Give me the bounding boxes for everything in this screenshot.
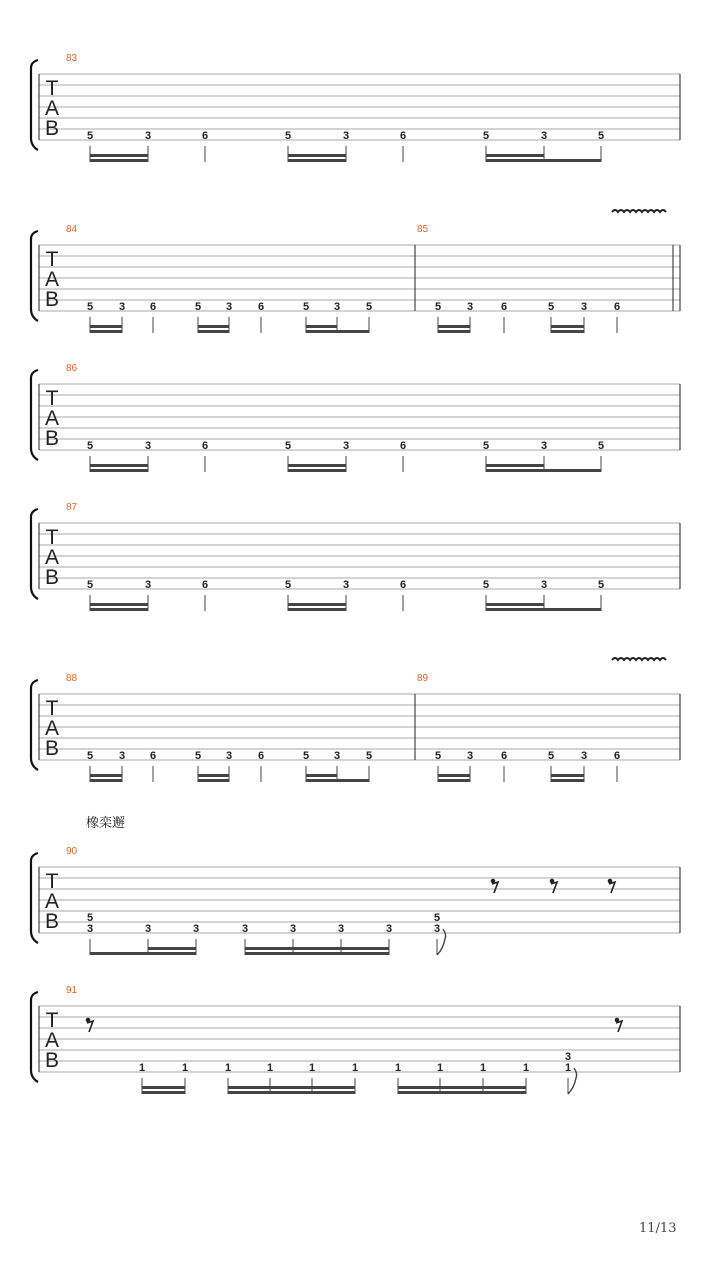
fret-number: 3 (86, 923, 94, 935)
tab-clef-a: A (44, 268, 60, 291)
fret-number: 5 (597, 579, 605, 591)
measure-number: 87 (66, 502, 78, 513)
beam (90, 154, 148, 157)
rest-stroke (87, 1021, 93, 1032)
beam (198, 330, 229, 333)
system-bracket (31, 60, 38, 150)
fret-number: 5 (194, 301, 202, 313)
tab-clef-a: A (44, 407, 60, 430)
beam (198, 325, 229, 328)
fret-number: 3 (192, 923, 200, 935)
tab-clef-a: A (44, 717, 60, 740)
beam (288, 603, 346, 606)
fret-number: 1 (224, 1062, 232, 1074)
fret-number: 3 (540, 440, 548, 452)
fret-number: 6 (201, 130, 209, 142)
fret-number: 3 (342, 579, 350, 591)
fret-number: 5 (284, 130, 292, 142)
fret-number: 5 (284, 579, 292, 591)
beam (486, 159, 601, 162)
beam (306, 779, 369, 782)
fret-number: 3 (342, 440, 350, 452)
beam (90, 159, 148, 162)
fret-number: 5 (86, 912, 94, 924)
fret-number: 6 (201, 579, 209, 591)
tab-clef-b: B (44, 117, 60, 140)
tab-clef-b: B (44, 427, 60, 450)
fret-number: 3 (342, 130, 350, 142)
fret-number: 5 (86, 750, 94, 762)
measure-number: 91 (66, 985, 78, 996)
fret-number: 5 (194, 750, 202, 762)
tab-clef-b: B (44, 910, 60, 933)
beam (551, 779, 584, 782)
beam (245, 952, 389, 955)
beam (245, 947, 389, 950)
fret-number: 3 (118, 750, 126, 762)
fret-number: 5 (302, 750, 310, 762)
fret-number: 1 (308, 1062, 316, 1074)
fret-number: 3 (580, 301, 588, 313)
fret-number: 6 (257, 301, 265, 313)
fret-number: 5 (365, 301, 373, 313)
fret-number: 6 (399, 579, 407, 591)
fret-number: 6 (399, 440, 407, 452)
fret-number: 6 (149, 301, 157, 313)
beam (438, 330, 470, 333)
fret-number: 1 (479, 1062, 487, 1074)
vibrato-mark (612, 210, 666, 212)
fret-number: 5 (365, 750, 373, 762)
fret-number: 5 (302, 301, 310, 313)
system-6 (31, 846, 680, 955)
beam (486, 469, 601, 472)
beam (288, 154, 346, 157)
rest-stroke (609, 882, 615, 893)
system-2 (31, 210, 680, 333)
fret-number: 3 (466, 750, 474, 762)
system-bracket (31, 992, 38, 1082)
fret-number: 3 (540, 130, 548, 142)
tab-clef-b: B (44, 566, 60, 589)
fret-number: 5 (86, 301, 94, 313)
beam (306, 325, 337, 328)
fret-number: 1 (351, 1062, 359, 1074)
tab-clef-a: A (44, 1029, 60, 1052)
beam (486, 154, 544, 157)
system-5 (31, 658, 680, 782)
beam (306, 330, 369, 333)
tab-clef-b: B (44, 288, 60, 311)
beam (198, 774, 229, 777)
beam (90, 325, 122, 328)
beam (551, 330, 584, 333)
beam (288, 608, 346, 611)
fret-number: 5 (482, 130, 490, 142)
fret-number: 3 (580, 750, 588, 762)
measure-number: 83 (66, 53, 78, 64)
fret-number: 3 (225, 301, 233, 313)
fret-number: 6 (500, 750, 508, 762)
fret-number: 3 (241, 923, 249, 935)
fret-number: 3 (118, 301, 126, 313)
fret-number: 6 (500, 301, 508, 313)
tab-clef-b: B (44, 737, 60, 760)
beam (228, 1091, 355, 1094)
measure-number: 88 (66, 673, 78, 684)
beam (551, 325, 584, 328)
tab-clef-a: A (44, 97, 60, 120)
fret-number: 3 (144, 579, 152, 591)
fret-number: 6 (149, 750, 157, 762)
beam (148, 947, 196, 950)
beam (398, 1091, 526, 1094)
fret-number: 1 (181, 1062, 189, 1074)
fret-number: 5 (434, 750, 442, 762)
beam (438, 774, 470, 777)
fret-number: 6 (613, 301, 621, 313)
fret-number: 1 (436, 1062, 444, 1074)
beam (90, 774, 122, 777)
eighth-rest (615, 1018, 622, 1032)
tab-clef-t: T (45, 387, 59, 410)
tab-clef-b: B (44, 1049, 60, 1072)
system-bracket (31, 853, 38, 943)
tab-clef-t: T (45, 526, 59, 549)
fret-number: 1 (522, 1062, 530, 1074)
fret-number: 3 (144, 440, 152, 452)
fret-number: 3 (564, 1051, 572, 1063)
fret-number: 1 (138, 1062, 146, 1074)
beam (90, 779, 122, 782)
tab-clef-a: A (44, 890, 60, 913)
measure-number: 90 (66, 846, 78, 857)
fret-number: 5 (86, 130, 94, 142)
beam (288, 159, 346, 162)
eighth-rest (86, 1018, 93, 1032)
tab-clef-t: T (45, 1009, 59, 1032)
section-annotation: 橡栾邂 (86, 816, 126, 831)
fret-number: 1 (564, 1062, 572, 1074)
fret-number: 3 (225, 750, 233, 762)
beam (486, 603, 544, 606)
fret-number: 3 (333, 301, 341, 313)
fret-number: 5 (547, 301, 555, 313)
beam (90, 330, 122, 333)
beam (90, 603, 148, 606)
system-bracket (31, 509, 38, 599)
beam (288, 469, 346, 472)
beam (90, 952, 196, 955)
fret-number: 5 (482, 579, 490, 591)
beam (438, 325, 470, 328)
fret-number: 5 (597, 440, 605, 452)
page-number: 11/13 (639, 1221, 677, 1236)
fret-number: 3 (385, 923, 393, 935)
fret-number: 5 (433, 912, 441, 924)
fret-number: 1 (394, 1062, 402, 1074)
system-7 (31, 985, 680, 1094)
eighth-rest (608, 879, 615, 893)
system-1 (31, 53, 680, 162)
beam (142, 1091, 185, 1094)
fret-number: 5 (86, 579, 94, 591)
fret-number: 3 (333, 750, 341, 762)
fret-number: 3 (433, 923, 441, 935)
tab-clef-a: A (44, 546, 60, 569)
system-bracket (31, 680, 38, 770)
fret-number: 5 (86, 440, 94, 452)
rest-stroke (492, 882, 498, 893)
beam (228, 1086, 355, 1089)
eighth-rest (550, 879, 557, 893)
beam (438, 779, 470, 782)
beam (142, 1086, 185, 1089)
eighth-rest (491, 879, 498, 893)
fret-number: 6 (201, 440, 209, 452)
beam (398, 1086, 526, 1089)
system-bracket (31, 231, 38, 321)
system-3 (31, 363, 680, 472)
fret-number: 3 (144, 923, 152, 935)
fret-number: 6 (257, 750, 265, 762)
fret-number: 3 (466, 301, 474, 313)
beam (198, 779, 229, 782)
fret-number: 5 (482, 440, 490, 452)
tab-clef-t: T (45, 248, 59, 271)
fret-number: 5 (434, 301, 442, 313)
fret-number: 1 (266, 1062, 274, 1074)
fret-number: 3 (337, 923, 345, 935)
fret-number: 3 (540, 579, 548, 591)
tab-clef-t: T (45, 697, 59, 720)
tab-clef-t: T (45, 77, 59, 100)
beam (486, 464, 544, 467)
measure-number: 89 (417, 673, 429, 684)
beam (486, 608, 601, 611)
vibrato-mark (612, 658, 666, 660)
fret-number: 3 (289, 923, 297, 935)
beam (306, 774, 337, 777)
fret-number: 3 (144, 130, 152, 142)
fret-number: 5 (284, 440, 292, 452)
fret-number: 5 (597, 130, 605, 142)
fret-number: 6 (399, 130, 407, 142)
beam (90, 464, 148, 467)
system-bracket (31, 370, 38, 460)
system-4 (31, 502, 680, 611)
tab-clef-t: T (45, 870, 59, 893)
measure-number: 84 (66, 224, 78, 235)
beam (90, 608, 148, 611)
rest-stroke (551, 882, 557, 893)
measure-number: 86 (66, 363, 78, 374)
fret-number: 6 (613, 750, 621, 762)
beam (288, 464, 346, 467)
rest-stroke (616, 1021, 622, 1032)
beam (90, 469, 148, 472)
measure-number: 85 (417, 224, 429, 235)
beam (551, 774, 584, 777)
fret-number: 5 (547, 750, 555, 762)
